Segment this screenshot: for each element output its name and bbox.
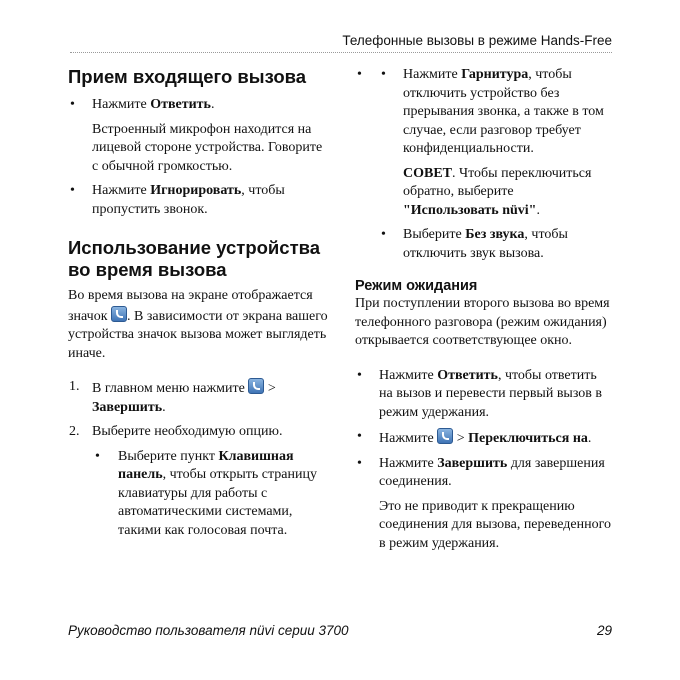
phone-call-icon xyxy=(437,428,453,444)
list-item: • Нажмите Ответить, чтобы ответить на вызов и перевести первый вызов в режим удержания. xyxy=(355,367,612,423)
phone-call-icon xyxy=(248,378,264,394)
section-title-incoming: Прием входящего вызова xyxy=(68,66,307,87)
paragraph: При поступлении второго вызова во время телефонного разговора (режим ожидания) открывается соответствующее окно. xyxy=(355,296,610,348)
list-item: • Нажмите Ответить. xyxy=(68,96,330,115)
note-text: Встроенный микрофон находится на лицевой стороне устройства. Говорите с обычной громкостью. xyxy=(92,121,323,174)
list-item: • Нажмите Завершить для завершения соединения. xyxy=(355,455,612,492)
list-item: • • Нажмите Гарнитура, чтобы отключить устройство без прерывания звонка, а также в том случае, если разговор требует конфиденциальности. xyxy=(355,66,612,159)
header-divider xyxy=(70,52,612,53)
footer-manual-title: Руководство пользователя nüvi серии 3700 xyxy=(68,623,349,638)
step-item: 1. В главном меню нажмите > Завершить. xyxy=(69,379,276,415)
sub-list-item: • Выберите пункт Клавишная панель, чтобы открыть страницу клавиатуры для работы с автоматическими системами, такими как голосовая почта. xyxy=(68,448,330,541)
page-number: 29 xyxy=(596,623,612,638)
paragraph: Во время вызова на экране отображается значок . В зависимости от экрана вашего устройства значок вызова может выглядеть иначе. xyxy=(68,288,328,361)
section-title-waiting: Режим ожидания xyxy=(355,278,478,294)
section-title-during-call: Использование устройства во время вызова xyxy=(68,237,321,280)
left-column xyxy=(68,66,330,540)
page-header: Телефонные вызовы в режиме Hands-Free xyxy=(342,33,612,48)
tip-text: СОВЕТ. Чтобы переключиться обратно, выберите "Использовать nüvi". xyxy=(403,165,592,218)
list-item: • Нажмите Игнорировать, чтобы пропустить звонок. xyxy=(68,182,330,219)
phone-call-icon xyxy=(111,306,127,322)
list-item: • Выберите Без звука, чтобы отключить звук вызова. xyxy=(381,227,568,261)
list-item: • Нажмите > Переключиться на. xyxy=(355,428,612,449)
step-item: 2. Выберите необходимую опцию. xyxy=(69,424,283,439)
right-column xyxy=(355,66,612,553)
note-text: Это не приводит к прекращению соединения для вызова, переведенного в режим удержания. xyxy=(379,498,612,551)
